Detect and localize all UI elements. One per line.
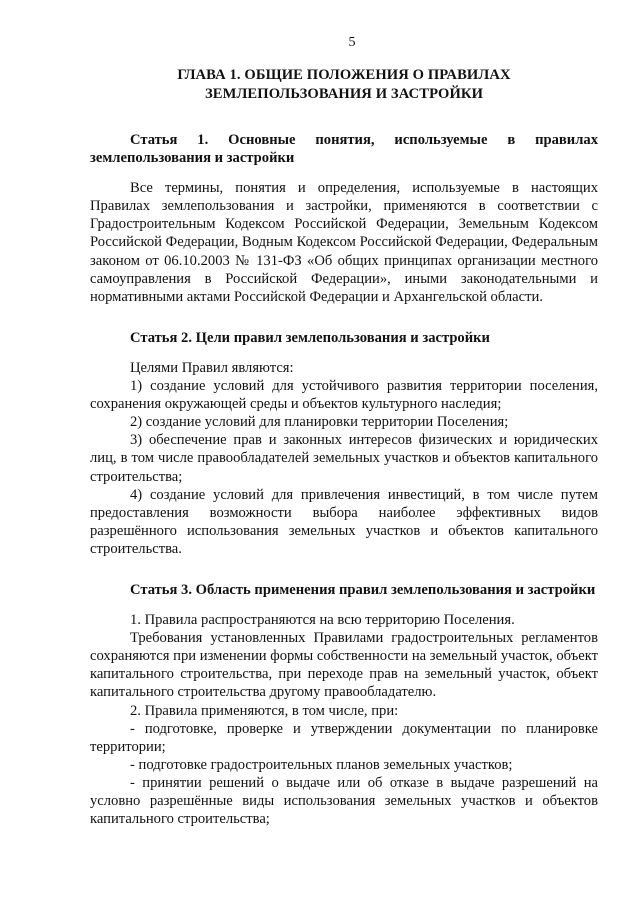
article-3-item-1: - подготовке, проверке и утверждении документации по планировке территории; [90,720,598,755]
article-1-heading [90,131,598,167]
article-3-heading [90,581,598,599]
chapter-title-line-1: ГЛАВА 1. ОБЩИЕ ПОЛОЖЕНИЯ О ПРАВИЛАХ [177,67,511,83]
article-2-item-4: 4) создание условий для привлечения инвестиций, в том числе путем предоставления возможности выбора наиболее эффективных видов разрешённого использования земельных участков и объектов капитального строительства. [90,486,598,557]
article-2-heading [90,329,598,347]
article-2-item-2: 2) создание условий для планировки территории Поселения; [130,414,509,431]
article-1-section [90,131,598,306]
article-3-section [90,581,598,828]
article-2-item-1: 1) создание условий для устойчивого развития территории поселения, сохранения окружающей среды и объектов культурного наследия; [90,378,598,413]
article-3-item-3: - принятии решений о выдаче или об отказе в выдаче разрешений на условно разрешённые виды использования земельных участков и объектов капитального строительства; [90,774,598,828]
chapter-title [90,66,598,103]
article-3-paragraph-3: 2. Правила применяются, в том числе, при: [130,702,399,719]
article-2-item-3: 3) обеспечение прав и законных интересов физических и юридических лиц, в том числе правообладателей земельных участков и объектов капитального строительства; [90,432,598,485]
article-2-intro: Целями Правил являются: [130,359,294,376]
article-3-paragraph-1: 1. Правила распространяются на всю территорию Поселения. [130,612,515,629]
page-number: 5 [348,35,356,50]
article-2-heading-text: Статья 2. Цели правил землепользования и застройки [130,329,490,346]
chapter-title-line-2: ЗЕМЛЕПОЛЬЗОВАНИЯ И ЗАСТРОЙКИ [204,85,484,102]
article-3-item-2: - подготовке градостроительных планов земельных участков; [130,756,513,773]
article-2-section [90,329,598,558]
article-1-heading-text: Статья 1. Основные понятия, используемые в правилах землепользования и застройки [90,132,598,167]
article-3-paragraph-2: Требования установленных Правилами градостроительных регламентов сохраняются при изменении формы собственности на земельный участок, объект капитального строительства, при переходе прав на земельный участок, объект капитального строительства другому правообладателю. [90,630,598,701]
article-1-body: Все термины, понятия и определения, используемые в настоящих Правилах землепользования и застройки, применяются в соответствии с Градостроительным Кодексом Российской Федерации, Земельным Кодексом Российской Федерации, Водным Кодексом Российской Федерации, Федеральным законом от 06.10.2003 № 131-ФЗ «Об общих принципах организации местного самоуправления в Российской Федерации», иными законодательными и нормативными актами Российской Федерации и Архангельской области. [90,180,598,305]
article-3-heading-text: Статья 3. Область применения правил землепользования и застройки [130,581,596,598]
